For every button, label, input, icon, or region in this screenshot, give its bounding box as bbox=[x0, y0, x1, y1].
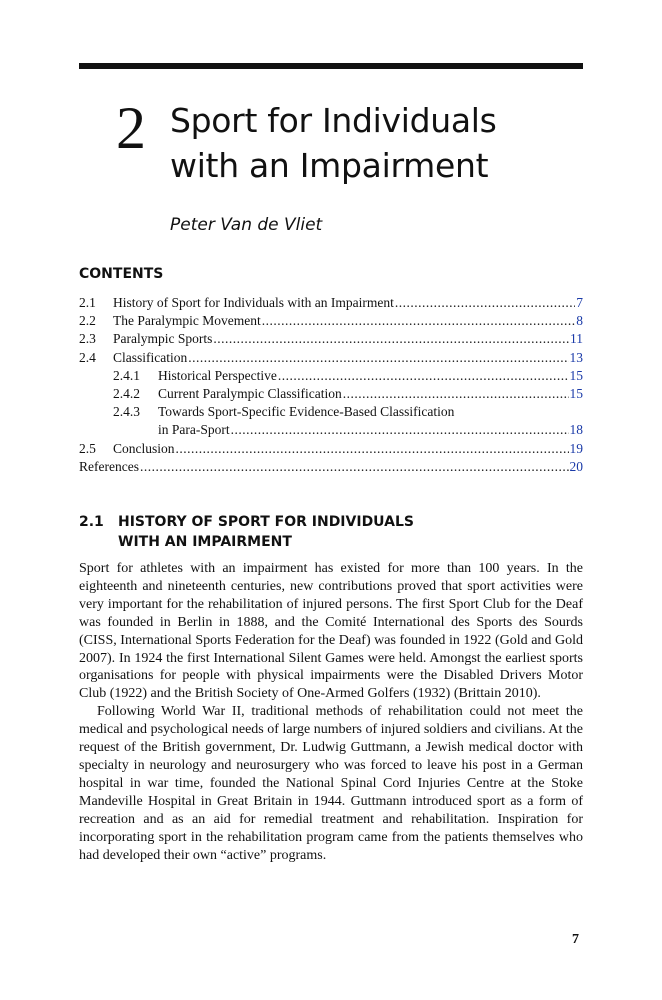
toc-entry-2-2[interactable] bbox=[79, 312, 583, 330]
toc-page-link[interactable]: 13 bbox=[569, 349, 583, 365]
toc-page-link[interactable]: 19 bbox=[569, 440, 583, 456]
toc-leader bbox=[343, 385, 569, 403]
toc-page-link[interactable]: 11 bbox=[570, 331, 583, 347]
toc-leader bbox=[140, 458, 569, 476]
toc-leader bbox=[231, 421, 569, 439]
toc-number: 2.4 bbox=[79, 349, 96, 365]
toc-title: References bbox=[79, 458, 139, 474]
toc-page-link[interactable]: 15 bbox=[569, 385, 583, 401]
toc-entry-2-4-1[interactable] bbox=[79, 367, 583, 385]
toc-title: History of Sport for Individuals with an Impairment bbox=[113, 295, 394, 310]
toc-title: Paralympic Sports bbox=[113, 331, 213, 347]
toc-title: Classification bbox=[113, 349, 188, 365]
chapter-title bbox=[170, 98, 497, 188]
toc-leader bbox=[213, 330, 569, 348]
section-body bbox=[79, 560, 583, 864]
toc-leader bbox=[262, 312, 576, 330]
toc-entry-2-5[interactable] bbox=[79, 440, 583, 458]
page-number: 7 bbox=[572, 932, 579, 947]
toc-title: The Paralympic Movement bbox=[113, 313, 261, 329]
toc-entry-2-4-3-continued[interactable] bbox=[79, 421, 583, 439]
toc-page-link[interactable]: 15 bbox=[569, 367, 583, 383]
chapter-number: 2 bbox=[116, 95, 146, 161]
toc-leader bbox=[278, 367, 569, 385]
toc-page-link[interactable]: 20 bbox=[569, 458, 583, 474]
toc-number: 2.3 bbox=[79, 331, 96, 347]
toc-title: Current Paralympic Classification bbox=[158, 385, 342, 401]
toc-number: 2.4.1 bbox=[113, 367, 140, 383]
toc-entry-2-4-2[interactable] bbox=[79, 385, 583, 403]
toc-title-continued: in Para-Sport bbox=[158, 422, 230, 438]
toc-number: 2.5 bbox=[79, 440, 96, 456]
toc-leader bbox=[176, 440, 569, 458]
toc-number: 2.2 bbox=[79, 313, 96, 329]
toc-entry-references[interactable] bbox=[79, 458, 583, 476]
toc-page-link[interactable]: 18 bbox=[569, 422, 583, 438]
table-of-contents bbox=[79, 294, 583, 476]
toc-title: Historical Perspective bbox=[158, 367, 277, 383]
chapter-author: Peter Van de Vliet bbox=[170, 215, 323, 235]
toc-number: 2.4.3 bbox=[113, 404, 140, 420]
section-number: 2.1 bbox=[79, 514, 104, 530]
body-paragraph: Following World War II, traditional methods of rehabilitation could not meet the medical and psychological needs of large numbers of injured soldiers and civilians. At the request of the British government, Dr. Ludwig Guttmann, a Jewish medical doctor with specialty in neurology and neurosurgery who was forced to leave his post in a German hospital in war time, founded the National Spinal Cord Injuries Centre at the Stoke Mandeville Hospital in Great Britain in 1944. Guttmann introduced sport as a form of recreation and as an aid for remedial treatment and rehabilitation. Inspiration for incorporating sport in the rehabilitation program came from the patients themselves who had developed their own “active” programs. bbox=[79, 704, 583, 863]
toc-page-link[interactable]: 7 bbox=[576, 295, 583, 310]
toc-number: 2.4.2 bbox=[113, 385, 140, 401]
body-paragraph: Sport for athletes with an impairment has existed for more than 100 years. In the eighteenth and nineteenth centuries, new contributions proved that sport activities were very important for the rehabilitation of injured persons. The first Sport Club for the Deaf was founded in Berlin in 1888, and the Comité International des Sports des Sourds (CISS, International Sports Federation for the Deaf) was founded in 1922 (Gold and Gold 2007). In 1924 the first International Silent Games were held. Amongst the earliest sports organisations for people with physical impairments were the Disabled Drivers Motor Club (1922) and the British Society of One-Armed Golfers (1932) (Brittain 2010). bbox=[79, 561, 583, 702]
toc-leader bbox=[395, 294, 575, 312]
toc-entry-2-4[interactable] bbox=[79, 349, 583, 367]
toc-entry-2-1[interactable] bbox=[79, 294, 583, 312]
section-heading bbox=[79, 512, 414, 552]
toc-entry-2-4-3[interactable] bbox=[79, 403, 583, 421]
chapter-rule bbox=[79, 63, 583, 69]
chapter-title-line1: Sport for Individuals bbox=[170, 101, 497, 140]
contents-heading: CONTENTS bbox=[79, 266, 164, 282]
toc-title: Towards Sport-Specific Evidence-Based Classification bbox=[158, 404, 455, 420]
toc-entry-2-3[interactable] bbox=[79, 330, 583, 348]
section-title-line1: HISTORY OF SPORT FOR INDIVIDUALS bbox=[118, 514, 414, 530]
toc-leader bbox=[188, 349, 568, 367]
toc-title: Conclusion bbox=[113, 440, 175, 456]
chapter-title-line2: with an Impairment bbox=[170, 146, 489, 185]
toc-page-link[interactable]: 8 bbox=[576, 313, 583, 329]
toc-number: 2.1 bbox=[79, 295, 96, 310]
section-title-line2: WITH AN IMPAIRMENT bbox=[118, 534, 292, 550]
